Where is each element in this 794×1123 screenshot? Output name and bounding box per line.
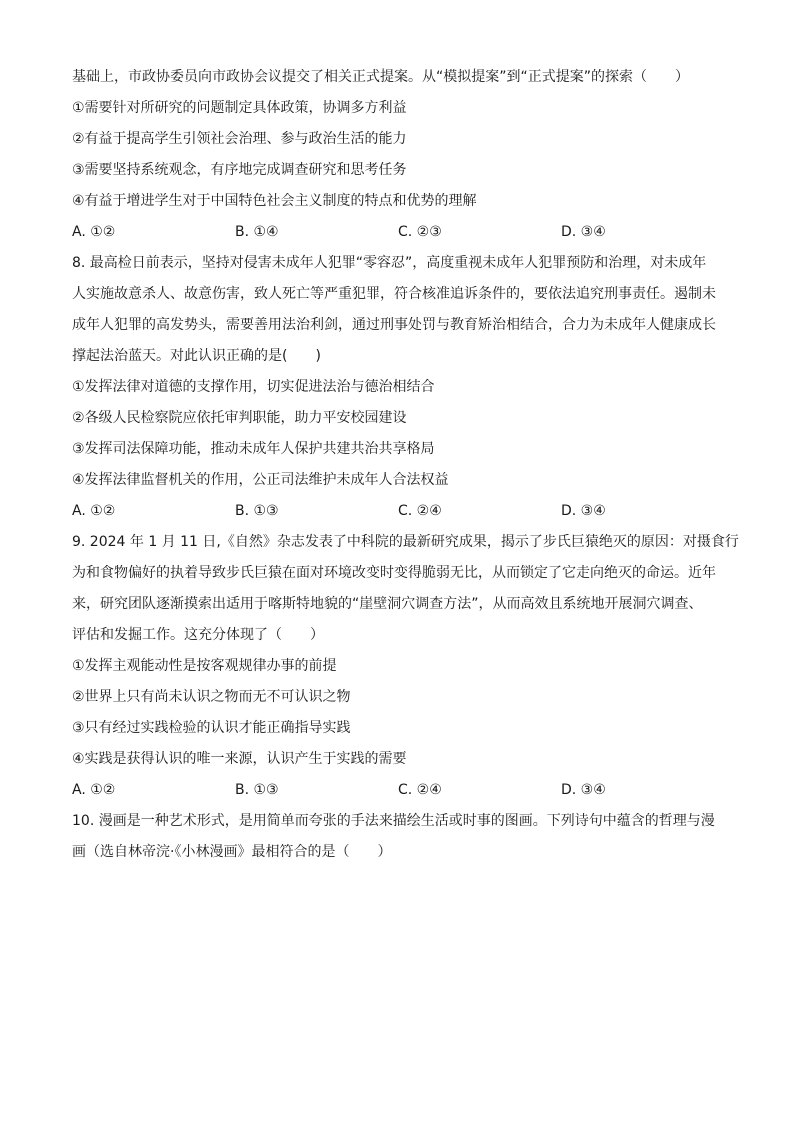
- option-b: B. ①④: [235, 224, 279, 240]
- question-stem-line: 8. 最高检日前表示，坚持对侵害未成年人犯罪“零容忍”，高度重视未成年人犯罪预防和治理，对未成年: [72, 255, 707, 271]
- question-stem-line: 基础上，市政协委员向市政协会议提交了相关正式提案。从“模拟提案”到“正式提案”的探索（ ）: [72, 69, 690, 85]
- question-10: [72, 806, 724, 868]
- statement-3: ③发挥司法保障功能，推动未成年人保护共建共治共享格局: [72, 441, 435, 457]
- option-c: C. ②④: [398, 782, 442, 798]
- question-stem-line: 撑起法治蓝天。对此认识正确的是( ): [72, 348, 321, 364]
- option-a: A. ①②: [72, 224, 116, 240]
- question-stem-line: 10. 漫画是一种艺术形式，是用简单而夸张的手法来描绘生活或时事的图画。下列诗句中蕴含的哲理与漫: [72, 813, 715, 829]
- question-8: [72, 248, 724, 527]
- statement-1: ①需要针对所研究的问题制定具体政策，协调多方利益: [72, 100, 407, 116]
- option-c: C. ②④: [398, 503, 442, 519]
- exam-page: [72, 62, 739, 868]
- question-9: [72, 527, 739, 806]
- question-stem-line: 评估和发掘工作。这充分体现了（ ）: [72, 627, 324, 643]
- option-d: D. ③④: [561, 503, 606, 519]
- question-stem-line: 成年人犯罪的高发势头，需要善用法治利剑，通过刑事处罚与教育矫治相结合，合力为未成年人健康成长: [72, 317, 716, 333]
- answer-options: [72, 496, 724, 527]
- statement-1: ①发挥主观能动性是按客观规律办事的前提: [72, 658, 337, 674]
- statement-2: ②世界上只有尚未认识之物而无不可认识之物: [72, 689, 351, 705]
- statement-4: ④发挥法律监督机关的作用，公正司法维护未成年人合法权益: [72, 472, 449, 488]
- question-stem-line: 画（选自林帝浣·《小林漫画》最相符合的是（ ）: [72, 844, 392, 860]
- statement-4: ④有益于增进学生对于中国特色社会主义制度的特点和优势的理解: [72, 193, 477, 209]
- statement-1: ①发挥法律对道德的支撑作用，切实促进法治与德治相结合: [72, 379, 435, 395]
- answer-options: [72, 217, 724, 248]
- question-7: [72, 62, 724, 248]
- statement-4: ④实践是获得认识的唯一来源，认识产生于实践的需要: [72, 751, 407, 767]
- option-b: B. ①③: [235, 782, 279, 798]
- statement-2: ②各级人民检察院应依托审判职能，助力平安校园建设: [72, 410, 407, 426]
- option-b: B. ①③: [235, 503, 279, 519]
- question-stem-line: 人实施故意杀人、故意伤害，致人死亡等严重犯罪，符合核准追诉条件的，要依法追究刑事责任。遏制未: [72, 286, 716, 302]
- option-d: D. ③④: [561, 224, 606, 240]
- statement-3: ③需要坚持系统观念，有序地完成调查研究和思考任务: [72, 162, 407, 178]
- question-stem-line: 为和食物偏好的执着导致步氏巨猿在面对环境改变时变得脆弱无比，从而锁定了它走向绝灭的命运。近年: [72, 565, 716, 581]
- question-stem-line: 来，研究团队逐渐摸索出适用于喀斯特地貌的“崖壁洞穴调查方法”，从而高效且系统地开展洞穴调查、: [72, 596, 703, 612]
- option-a: A. ①②: [72, 503, 116, 519]
- option-c: C. ②③: [398, 224, 442, 240]
- statement-2: ②有益于提高学生引领社会治理、参与政治生活的能力: [72, 131, 407, 147]
- answer-options: [72, 775, 724, 806]
- option-a: A. ①②: [72, 782, 116, 798]
- option-d: D. ③④: [561, 782, 606, 798]
- question-stem-line: 9. 2024 年 1 月 11 日,《自然》杂志发表了中科院的最新研究成果，揭示了步氏巨猿绝灭的原因：对摄食行: [72, 534, 739, 550]
- statement-3: ③只有经过实践检验的认识才能正确指导实践: [72, 720, 351, 736]
